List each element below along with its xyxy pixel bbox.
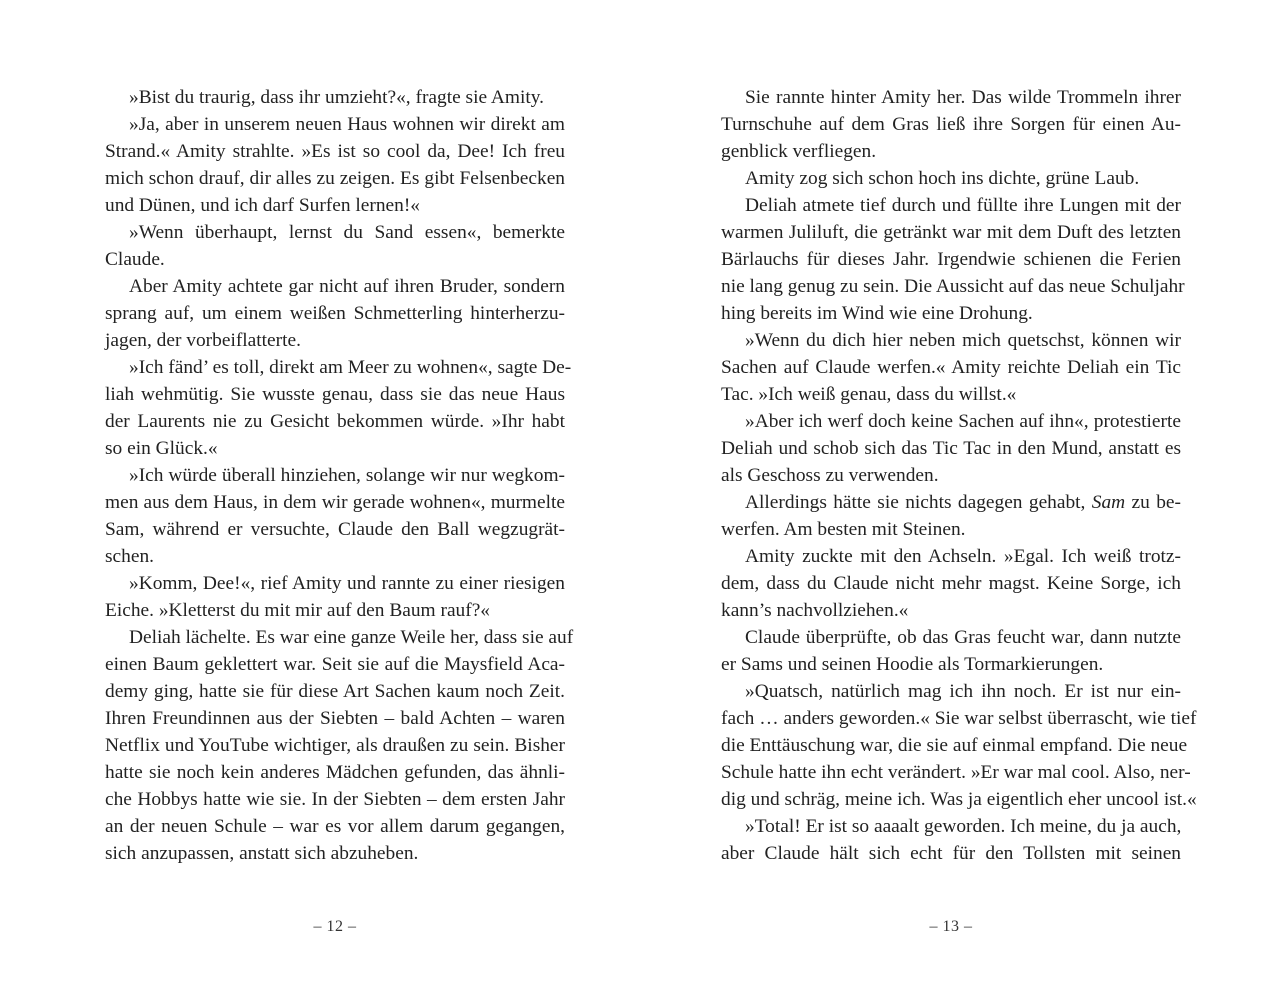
text-line: Sachen auf Claude werfen.« Amity reichte Deliah ein Tic xyxy=(721,357,1181,378)
text-line: »Wenn du dich hier neben mich quetschst, können wir xyxy=(745,330,1181,351)
text-line: Deliah atmete tief durch und füllte ihre Lungen mit der xyxy=(745,195,1181,216)
text-line: liah wehmütig. Sie wusste genau, dass sie das neue Haus xyxy=(105,384,565,405)
text-line: hing bereits im Wind wie eine Drohung. xyxy=(721,303,1033,324)
text-line: »Total! Er ist so aaaalt geworden. Ich meine, du ja auch, xyxy=(745,816,1182,837)
page-number-right: – 13 – xyxy=(929,918,973,935)
text-line: aber Claude hält sich echt für den Tollsten mit seinen xyxy=(721,843,1181,864)
text-segment: zu be- xyxy=(1125,492,1181,513)
page-number-left: – 12 – xyxy=(313,918,357,935)
text-line: Amity zuckte mit den Achseln. »Egal. Ich weiß trotz- xyxy=(745,546,1181,567)
text-line: Claude überprüfte, ob das Gras feucht war, dann nutzte xyxy=(745,627,1181,648)
text-line: »Bist du traurig, dass ihr umzieht?«, fragte sie Amity. xyxy=(129,87,545,108)
right-page-text xyxy=(721,84,1197,867)
text-line: als Geschoss zu verwenden. xyxy=(721,465,939,486)
text-line: warmen Juliluft, die getränkt war mit dem Duft des letzten xyxy=(721,222,1181,243)
text-line: Deliah und schob sich das Tic Tac in den Mund, anstatt es xyxy=(721,438,1181,459)
text-line: dig und schräg, meine ich. Was ja eigentlich eher uncool ist.« xyxy=(721,789,1197,810)
text-line: »Komm, Dee!«, rief Amity und rannte zu einer riesigen xyxy=(129,573,565,594)
text-line: schen. xyxy=(105,546,154,567)
text-line: so ein Glück.« xyxy=(105,438,218,459)
text-line: fach … anders geworden.« Sie war selbst überrascht, wie tief xyxy=(721,708,1197,729)
text-line: che Hobbys hatte wie sie. In der Siebten – dem ersten Jahr xyxy=(105,789,565,810)
text-line: und Dünen, und ich darf Surfen lernen!« xyxy=(105,195,421,216)
text-line: an der neuen Schule – war es vor allem darum gegangen, xyxy=(105,816,565,837)
text-line: dem, dass du Claude nicht mehr magst. Keine Sorge, ich xyxy=(721,573,1181,594)
text-line: jagen, der vorbeiflatterte. xyxy=(105,330,301,351)
text-line: »Aber ich werf doch keine Sachen auf ihn«, protestierte xyxy=(745,411,1181,432)
text-line: er Sams und seinen Hoodie als Tormarkierungen. xyxy=(721,654,1104,675)
text-line: Netflix und YouTube wichtiger, als draußen zu sein. Bisher xyxy=(105,735,565,756)
text-line: Deliah lächelte. Es war eine ganze Weile her, dass sie auf xyxy=(129,627,574,648)
text-line: Bärlauchs für dieses Jahr. Irgendwie schienen die Ferien xyxy=(721,249,1181,270)
text-line: Sie rannte hinter Amity her. Das wilde Trommeln ihrer xyxy=(745,87,1181,108)
text-line: men aus dem Haus, in dem wir gerade wohnen«, murmelte xyxy=(105,492,565,513)
text-line: mich schon drauf, dir alles zu zeigen. Es gibt Felsenbecken xyxy=(105,168,565,189)
text-line: »Wenn überhaupt, lernst du Sand essen«, bemerkte xyxy=(129,222,565,243)
text-line: Tac. »Ich weiß genau, dass du willst.« xyxy=(721,384,1017,405)
text-line: Eiche. »Kletterst du mit mir auf den Baum rauf?« xyxy=(105,600,491,621)
text-line: sprang auf, um einem weißen Schmetterling hinterherzu- xyxy=(105,303,565,324)
text-line: Strand.« Amity strahlte. »Es ist so cool da, Dee! Ich freu xyxy=(105,141,565,162)
text-line: Amity zog sich schon hoch ins dichte, grüne Laub. xyxy=(745,168,1140,189)
text-line: »Ich fänd’ es toll, direkt am Meer zu wohnen«, sagte De- xyxy=(129,357,572,378)
text-line: werfen. Am besten mit Steinen. xyxy=(721,519,966,540)
text-line: Ihren Freundinnen aus der Siebten – bald Achten – waren xyxy=(105,708,565,729)
text-line: sich anzupassen, anstatt sich abzuheben. xyxy=(105,843,419,864)
text-line: Claude. xyxy=(105,249,165,270)
text-line xyxy=(721,489,1181,516)
text-line: Aber Amity achtete gar nicht auf ihren Bruder, sondern xyxy=(129,276,565,297)
text-line: »Ich würde überall hinziehen, solange wir nur wegkom- xyxy=(129,465,565,486)
text-line: hatte sie noch kein anderes Mädchen gefunden, das ähnli- xyxy=(105,762,565,783)
text-line: Turnschuhe auf dem Gras ließ ihre Sorgen für einen Au- xyxy=(721,114,1181,135)
text-line: Schule hatte ihn echt verändert. »Er war mal cool. Also, ner- xyxy=(721,762,1191,783)
text-line: die Enttäuschung war, die sie auf einmal empfand. Die neue xyxy=(721,735,1188,756)
text-line: genblick verfliegen. xyxy=(721,141,877,162)
text-segment: Allerdings hätte sie nichts dagegen gehabt, xyxy=(745,492,1092,513)
text-line: kann’s nachvollziehen.« xyxy=(721,600,909,621)
text-line: Sam, während er versuchte, Claude den Ball wegzugrät- xyxy=(105,519,565,540)
text-line: »Quatsch, natürlich mag ich ihn noch. Er ist nur ein- xyxy=(745,681,1181,702)
text-line: »Ja, aber in unserem neuen Haus wohnen wir direkt am xyxy=(129,114,565,135)
text-line: einen Baum geklettert war. Seit sie auf die Maysfield Aca- xyxy=(105,654,565,675)
left-page-text xyxy=(105,84,574,867)
text-line: nie lang genug zu sein. Die Aussicht auf das neue Schuljahr xyxy=(721,276,1185,297)
text-line: demy ging, hatte sie für diese Art Sachen kaum noch Zeit. xyxy=(105,681,565,702)
emphasis-sam: Sam xyxy=(1091,492,1126,513)
text-line: der Laurents nie zu Gesicht bekommen würde. »Ihr habt xyxy=(105,411,565,432)
